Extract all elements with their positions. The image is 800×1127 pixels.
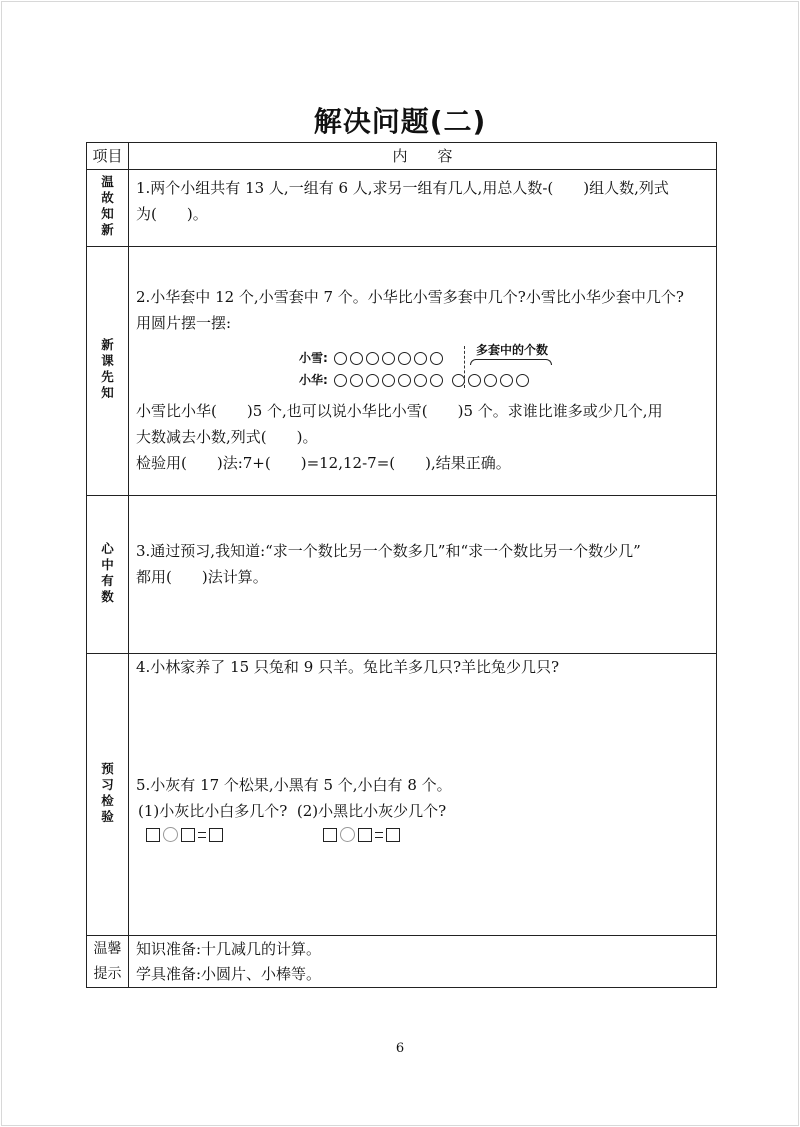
hua-circle [398, 374, 411, 387]
row-preview [87, 247, 717, 496]
review-label: 温故知新 [101, 174, 114, 237]
tips-content [129, 936, 717, 988]
q5-line1: 5.小灰有 17 个松果,小黑有 5 个,小白有 8 个。 [136, 776, 452, 794]
q4: 4.小林家养了 15 只兔和 9 只羊。兔比羊多几只?羊比兔少几只? [136, 658, 560, 676]
xue-circle [334, 352, 347, 365]
brace [470, 359, 552, 365]
answer-box[interactable] [386, 828, 400, 842]
hua-circle [430, 374, 443, 387]
equals-sign [198, 832, 206, 838]
check-content [129, 654, 717, 936]
formula-blank-2 [323, 827, 400, 842]
page-number: 6 [395, 1041, 405, 1056]
row-tips [87, 936, 717, 988]
q2-line2: 用圆片摆一摆: [136, 314, 232, 332]
hua-circle [500, 374, 513, 387]
q3-line1: 3.通过预习,我知道:“求一个数比另一个数多几”和“求一个数比另一个数少几” [136, 542, 641, 560]
q5-sub2: (2)小黑比小灰少几个? [296, 802, 447, 820]
q1-line1: 1.两个小组共有 13 人,一组有 6 人,求另一组有几人,用总人数-( )组人数,列式 [136, 179, 669, 197]
q5-subquestions [136, 798, 709, 824]
hua-circle [382, 374, 395, 387]
formula-blank-1 [146, 827, 223, 842]
hua-circle [468, 374, 481, 387]
xue-circle [382, 352, 395, 365]
operator-circle[interactable] [340, 827, 355, 842]
xue-circle [366, 352, 379, 365]
row-check [87, 654, 717, 936]
xue-circle [414, 352, 427, 365]
answer-box[interactable] [146, 828, 160, 842]
row-review [87, 170, 717, 247]
brace-label: 多套中的个数 [476, 343, 549, 357]
q1-line2: 为( )。 [136, 205, 208, 223]
preview-content [129, 247, 717, 496]
tips-label-line2: 提示 [93, 965, 122, 982]
hua-circle [484, 374, 497, 387]
equals-sign [375, 832, 383, 838]
answer-box[interactable] [358, 828, 372, 842]
tips-label-line1: 温馨 [93, 940, 122, 957]
header-item: 项目 [87, 143, 129, 170]
answer-box[interactable] [209, 828, 223, 842]
q5-sub1: (1)小灰比小白多几个? [138, 802, 288, 820]
preview-label: 新课先知 [101, 337, 114, 400]
q2-line4: 大数减去小数,列式( )。 [136, 428, 318, 446]
hua-circle [350, 374, 363, 387]
divider-dashed-line [464, 346, 465, 388]
xue-circle [350, 352, 363, 365]
mind-content [129, 496, 717, 654]
xue-circle [430, 352, 443, 365]
hua-circle [334, 374, 347, 387]
table-header-row [87, 143, 717, 170]
mind-label-cell [87, 496, 129, 654]
q2-line3: 小雪比小华( )5 个,也可以说小华比小雪( )5 个。求谁比谁多或少几个,用 [136, 402, 663, 420]
xue-circle [398, 352, 411, 365]
circle-figure [136, 343, 709, 396]
preview-label-cell [87, 247, 129, 496]
check-label-cell [87, 654, 129, 936]
review-content [129, 170, 717, 247]
page-title: 解决问题(二) [313, 105, 487, 138]
operator-circle[interactable] [163, 827, 178, 842]
tips-line1: 知识准备:十几减几的计算。 [136, 939, 322, 958]
tips-line2: 学具准备:小圆片、小棒等。 [136, 964, 322, 983]
hua-circle [516, 374, 529, 387]
mind-label: 心中有数 [101, 540, 114, 604]
q3-line2: 都用( )法计算。 [136, 568, 268, 586]
header-content: 内 容 [129, 143, 717, 170]
check-label: 预习检验 [101, 760, 114, 824]
xue-label: 小雪: [299, 351, 328, 365]
row-mind [87, 496, 717, 654]
answer-box[interactable] [323, 828, 337, 842]
hua-label: 小华: [299, 373, 328, 387]
answer-box[interactable] [181, 828, 195, 842]
worksheet-table [86, 142, 717, 988]
q2-line1: 2.小华套中 12 个,小雪套中 7 个。小华比小雪多套中几个?小雪比小华少套中几个? [136, 288, 684, 306]
hua-circle [366, 374, 379, 387]
tips-label-cell [87, 936, 129, 988]
q2-line5: 检验用( )法:7+( )=12,12-7=( ),结果正确。 [136, 454, 511, 472]
hua-circle [414, 374, 427, 387]
review-label-cell [87, 170, 129, 247]
